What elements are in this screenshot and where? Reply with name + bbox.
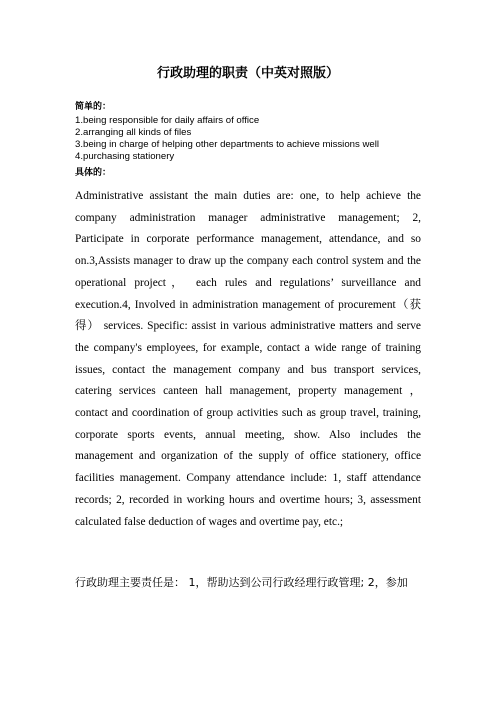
list-item: 3.being in charge of helping other departments to achieve missions well xyxy=(75,139,379,151)
list-item: 4.purchasing stationery xyxy=(75,151,175,163)
english-paragraph: Administrative assistant the main duties are: one, to help achieve the company administration manager administrative management; 2, Participate in corporate performance management, attendance, and so on.3,Assists manager to draw up the company each control system and the operational project， each rules and regulations’ surveillance and execution.4, Involved in administration management of procurement（获得） services. Specific: assist in various administrative matters and serve the company's employees, for example, contact a wide range of training issues, contact the management company and bus transport services, catering services canteen hall management, property management ， contact and coordination of group activities such as group travel, training, corporate sports events, annual meeting, show. Also includes the management and organization of the supply of office stationery, office facilities management. Company attendance include: 1, staff attendance records; 2, recorded in working hours and overtime hours; 3, assessment calculated false deduction of wages and overtime pay, etc.; xyxy=(75,190,421,528)
simple-heading: 简单的： xyxy=(75,102,112,112)
simple-duties-list xyxy=(75,115,435,163)
list-item: 2.arranging all kinds of files xyxy=(75,127,192,139)
list-item: 1.being responsible for daily affairs of office xyxy=(75,115,260,126)
document-title: 行政助理的职责（中英对照版） xyxy=(156,66,339,81)
chinese-paragraph: 行政助理主要责任是： 1，帮助达到公司行政经理行政管理; 2，参加 xyxy=(75,576,408,589)
specific-heading: 具体的： xyxy=(75,168,112,178)
